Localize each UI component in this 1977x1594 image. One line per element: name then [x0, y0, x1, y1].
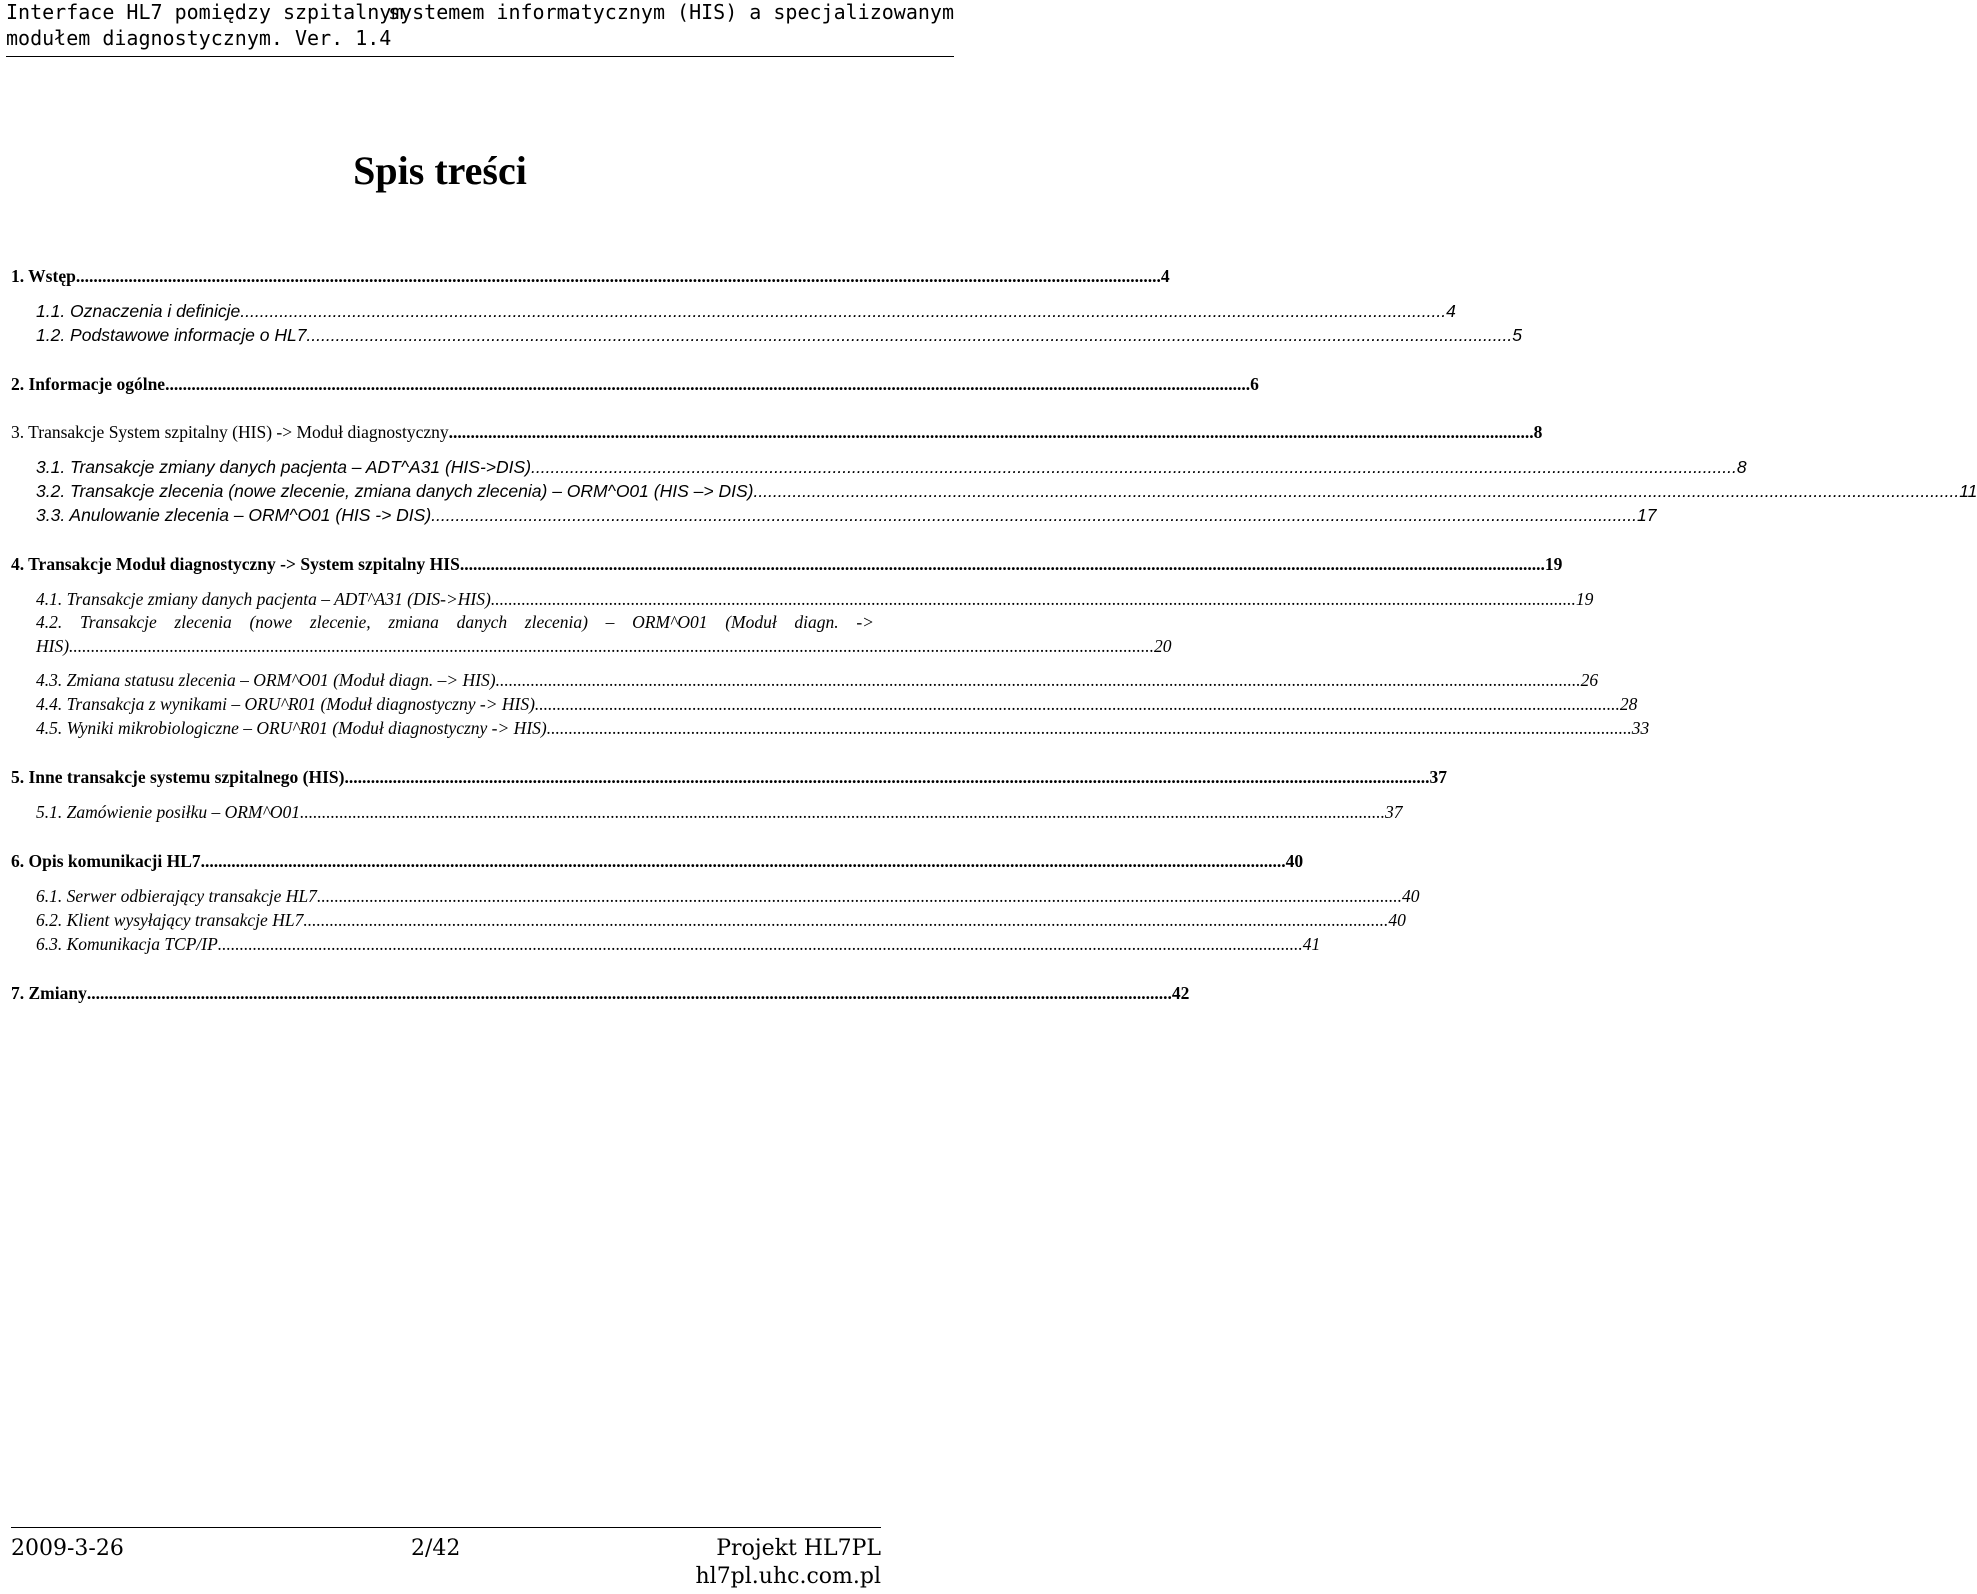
toc-entry-text: 3.3. Anulowanie zlecenia – ORM^O01 (HIS -> DIS) [36, 505, 432, 525]
dot-leader: ........................................................................................................................................................................................................................................................ [534, 694, 1620, 714]
toc-entry[interactable] [0, 669, 1599, 691]
toc-entry[interactable] [0, 456, 1747, 478]
toc-entry-text-2: HIS) [36, 636, 70, 656]
dot-leader: ........................................................................................................................................................................................................................................................ [306, 325, 1513, 345]
toc-entry[interactable] [0, 480, 1977, 502]
toc-entry-text: 4.5. Wyniki mikrobiologiczne – ORU^R01 (Moduł diagnostyczny -> HIS) [36, 718, 547, 738]
toc-entry[interactable] [0, 982, 1190, 1004]
page-footer [11, 1527, 881, 1594]
dot-leader: ........................................................................................................................................................................................................................................................ [217, 934, 1303, 954]
toc-entry[interactable] [0, 909, 1406, 931]
toc-entry-page: 42 [1171, 983, 1190, 1003]
toc-entry[interactable] [0, 766, 1447, 788]
toc-entry-page: 20 [1154, 636, 1172, 656]
toc-entry-text: 5.1. Zamówienie posiłku – ORM^O01 [36, 802, 301, 822]
dot-leader: ........................................................................................................................................................................................................................................................ [495, 670, 1581, 690]
toc-entry-text: 6. Opis komunikacji HL7 [11, 851, 201, 871]
dot-leader: ........................................................................................................................................................................................................................................................ [448, 422, 1534, 442]
toc-entry-page: 28 [1619, 694, 1638, 714]
toc-entry[interactable] [0, 553, 1563, 575]
toc-entry-page: 40 [1388, 910, 1406, 930]
toc-entry-page: 11 [1959, 481, 1977, 501]
dot-leader: ........................................................................................................................................................................................................................................................ [431, 505, 1637, 525]
toc-entry-page: 41 [1302, 934, 1321, 954]
toc-entry-continuation [36, 634, 1172, 658]
toc-entry[interactable] [0, 693, 1638, 715]
footer-date: 2009-3-26 [11, 1536, 124, 1561]
toc-entry-text: 6.1. Serwer odbierający transakcje HL7 [36, 886, 317, 906]
toc-entry-page: 8 [1533, 422, 1543, 442]
toc-entry-text: 5. Inne transakcje systemu szpitalnego (HIS) [11, 767, 345, 787]
toc-entry[interactable] [0, 300, 1456, 322]
toc-entry-text: 1. Wstęp [11, 266, 76, 286]
toc-entry-text: 4.4. Transakcja z wynikami – ORU^R01 (Moduł diagnostyczny -> HIS) [36, 694, 535, 714]
dot-leader: ........................................................................................................................................................................................................................................................ [200, 851, 1286, 871]
dot-leader: ........................................................................................................................................................................................................................................................ [344, 767, 1430, 787]
toc-entry[interactable] [0, 265, 1170, 287]
toc-entry[interactable] [0, 717, 1650, 739]
dot-leader: ........................................................................................................................................................................................................................................................ [240, 301, 1447, 321]
dot-leader: ........................................................................................................................................................................................................................................................ [303, 910, 1389, 930]
dot-leader: ........................................................................................................................................................................................................................................................ [490, 589, 1576, 609]
toc-entry-page: 6 [1250, 374, 1259, 394]
dot-leader: ........................................................................................................................................................................................................................................................ [300, 802, 1386, 822]
toc-entry-text: 4. Transakcje Moduł diagnostyczny -> System szpitalny HIS [11, 554, 460, 574]
dot-leader: ........................................................................................................................................................................................................................................................ [165, 374, 1251, 394]
page-title: Spis treści [353, 148, 527, 193]
toc-entry-page: 17 [1636, 505, 1657, 525]
toc-entry[interactable] [0, 850, 1304, 872]
toc-entry-text: 7. Zmiany [11, 983, 87, 1003]
toc-entry-text: 3. Transakcje System szpitalny (HIS) -> Moduł diagnostyczny [11, 422, 449, 442]
toc-entry-page: 40 [1285, 851, 1304, 871]
toc-entry-page: 37 [1429, 767, 1447, 787]
toc-entry[interactable] [36, 610, 1172, 658]
toc-entry-text: 1.1. Oznaczenia i definicje [36, 301, 241, 321]
toc-entry-page: 4 [1160, 266, 1170, 286]
toc-entry-text: 3.2. Transakcje zlecenia (nowe zlecenie, zmiana danych zlecenia) – ORM^O01 (HIS –> DIS) [36, 481, 754, 501]
toc-entry[interactable] [0, 933, 1321, 955]
toc-entry-page: 19 [1575, 589, 1594, 609]
toc-entry-text: 4.3. Zmiana statusu zlecenia – ORM^O01 (Moduł diagn. –> HIS) [36, 670, 496, 690]
dot-leader: ........................................................................................................................................................................................................................................................ [546, 718, 1632, 738]
toc-entry-text: 4.1. Transakcje zmiany danych pacjenta – ADT^A31 (DIS->HIS) [36, 589, 491, 609]
toc-entry[interactable] [0, 504, 1657, 526]
toc-entry[interactable] [0, 885, 1420, 907]
toc-entry-page: 4 [1446, 301, 1456, 321]
dot-leader: ........................................................................................................................................................................................................................................................ [86, 983, 1172, 1003]
footer-project-name: Projekt HL7PL [716, 1536, 881, 1561]
footer-url: hl7pl.uhc.com.pl [695, 1564, 881, 1589]
toc-entry[interactable] [0, 588, 1594, 610]
dot-leader: ........................................................................................................................................................................................................................................................ [316, 886, 1402, 906]
toc-entry[interactable] [0, 421, 1543, 443]
dot-leader: ........................................................................................................................................................................................................................................................ [69, 636, 1155, 656]
header-left-text: Interface HL7 pomiędzy szpitalnym [6, 0, 404, 24]
dot-leader: ........................................................................................................................................................................................................................................................ [531, 457, 1737, 477]
toc-entry-text: 1.2. Podstawowe informacje o HL7 [36, 325, 307, 345]
toc-entry-page: 5 [1512, 325, 1522, 345]
toc-entry-text: 6.2. Klient wysyłający transakcje HL7 [36, 910, 304, 930]
dot-leader: ........................................................................................................................................................................................................................................................ [459, 554, 1545, 574]
toc-entry-page: 19 [1544, 554, 1563, 574]
toc-entry-page: 33 [1631, 718, 1650, 738]
toc-entry-text: 2. Informacje ogólne [11, 374, 166, 394]
toc-entry[interactable] [0, 373, 1259, 395]
footer-page-number: 2/42 [411, 1536, 461, 1561]
toc-entry-text: 4.2. Transakcje zlecenia (nowe zlecenie, zmiana danych zlecenia) – ORM^O01 (Moduł diagn. -> [36, 612, 874, 632]
toc-entry-text: 3.1. Transakcje zmiany danych pacjenta – ADT^A31 (HIS->DIS) [36, 457, 532, 477]
toc-entry-page: 40 [1401, 886, 1420, 906]
dot-leader: ........................................................................................................................................................................................................................................................ [753, 481, 1960, 501]
toc-entry[interactable] [0, 324, 1522, 346]
header-right-text: systemem informatycznym (HIS) a specjalizowanym [388, 0, 954, 24]
toc-entry-page: 26 [1580, 670, 1599, 690]
dot-leader: ........................................................................................................................................................................................................................................................ [75, 266, 1161, 286]
header-line-2: modułem diagnostycznym. Ver. 1.4 [6, 26, 392, 50]
toc-entry-page: 8 [1736, 457, 1747, 477]
toc-entry[interactable] [0, 801, 1403, 823]
toc-entry-text: 6.3. Komunikacja TCP/IP [36, 934, 218, 954]
toc-entry-page: 37 [1385, 802, 1403, 822]
